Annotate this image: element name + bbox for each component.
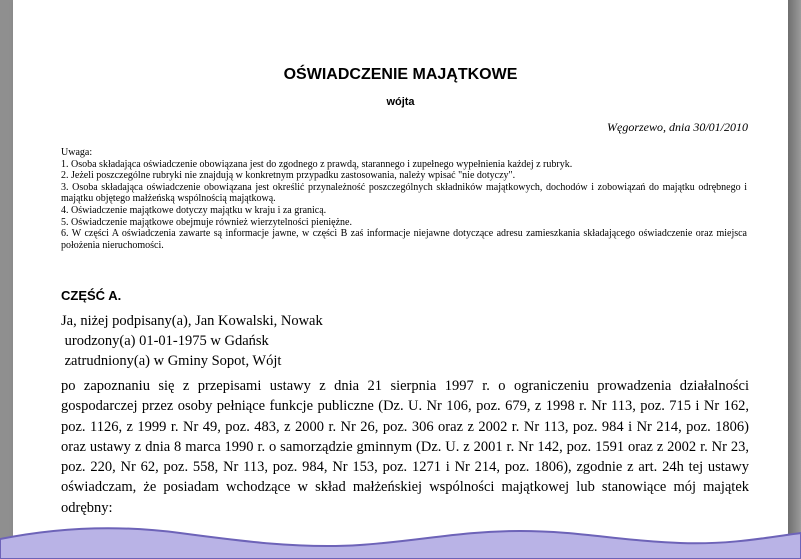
note-item: 5. Oświadczenie majątkowe obejmuje również wierzytelności pieniężne. (61, 216, 352, 228)
declarant-birth-line: urodzony(a) 01-01-1975 w Gdańsk (61, 333, 269, 349)
note-item: 2. Jeżeli poszczególne rubryki nie znajdują w konkretnym przypadku zastosowania, należy wpisać "nie dotyczy". (61, 170, 516, 182)
declaration-body: po zapoznaniu się z przepisami ustawy z dnia 21 sierpnia 1997 r. o ograniczeniu prowadzenia działalności gospodarczej przez osoby pełniące funkcje publiczne (Dz. U. Nr 106, poz. 679, z 1998 r. Nr 113, poz. 715 i Nr 162, poz. 1126, z 1999 r. Nr 49, poz. 483, z 2000 r. Nr 26, poz. 306 oraz z 2002 r. Nr 113, poz. 984 i Nr 214, poz. 1806) oraz ustawy z dnia 8 marca 1990 r. o samorządzie gminnym (Dz. U. z 2001 r. Nr 142, poz. 1591 oraz z 2002 r. Nr 23, poz. 220, Nr 62, poz. 558, Nr 113, poz. 984, Nr 153, poz. 1271 i Nr 214, poz. 1806), zgodnie z art. 24h tej ustawy oświadczam, że posiadam wchodzące w skład małżeńskiej wspólności majątkowej lub stanowiące mój majątek odrębny: (61, 378, 749, 516)
notes-heading: Uwaga: (61, 147, 93, 158)
note-item: 6. W części A oświadczenia zawarte są informacje jawne, w części B zaś informacje niejawne dotyczące adresu zamieszkania składającego oświadczenie oraz miejsca położenia nieruchomości. (61, 228, 747, 251)
torn-edge-decoration (0, 519, 801, 559)
declarant-name-line: Ja, niżej podpisany(a), Jan Kowalski, Nowak (61, 313, 323, 329)
viewer-background-right (788, 0, 801, 559)
notes-block (61, 147, 747, 251)
document-subtitle: wójta (386, 96, 415, 108)
declarant-info (61, 311, 323, 371)
document-page (13, 0, 788, 559)
document-title: OŚWIADCZENIE MAJĄTKOWE (283, 66, 518, 83)
note-item: 4. Oświadczenie majątkowe dotyczy majątku w kraju i za granicą. (61, 204, 327, 216)
declarant-employment-line: zatrudniony(a) w Gminy Sopot, Wójt (61, 353, 282, 369)
note-item: 1. Osoba składająca oświadczenie obowiązana jest do zgodnego z prawdą, starannego i zupełnego wypełnienia każdej z rubryk. (61, 158, 573, 170)
note-item: 3. Osoba składająca oświadczenie obowiązana jest określić przynależność poszczególnych składników majątkowych, dochodów i zobowiązań do majątku odrębnego i majątku objętego małżeńską wspólnością majątkową. (61, 181, 747, 205)
section-a-heading: CZĘŚĆ A. (61, 288, 122, 303)
place-and-date: Węgorzewo, dnia 30/01/2010 (607, 120, 748, 134)
